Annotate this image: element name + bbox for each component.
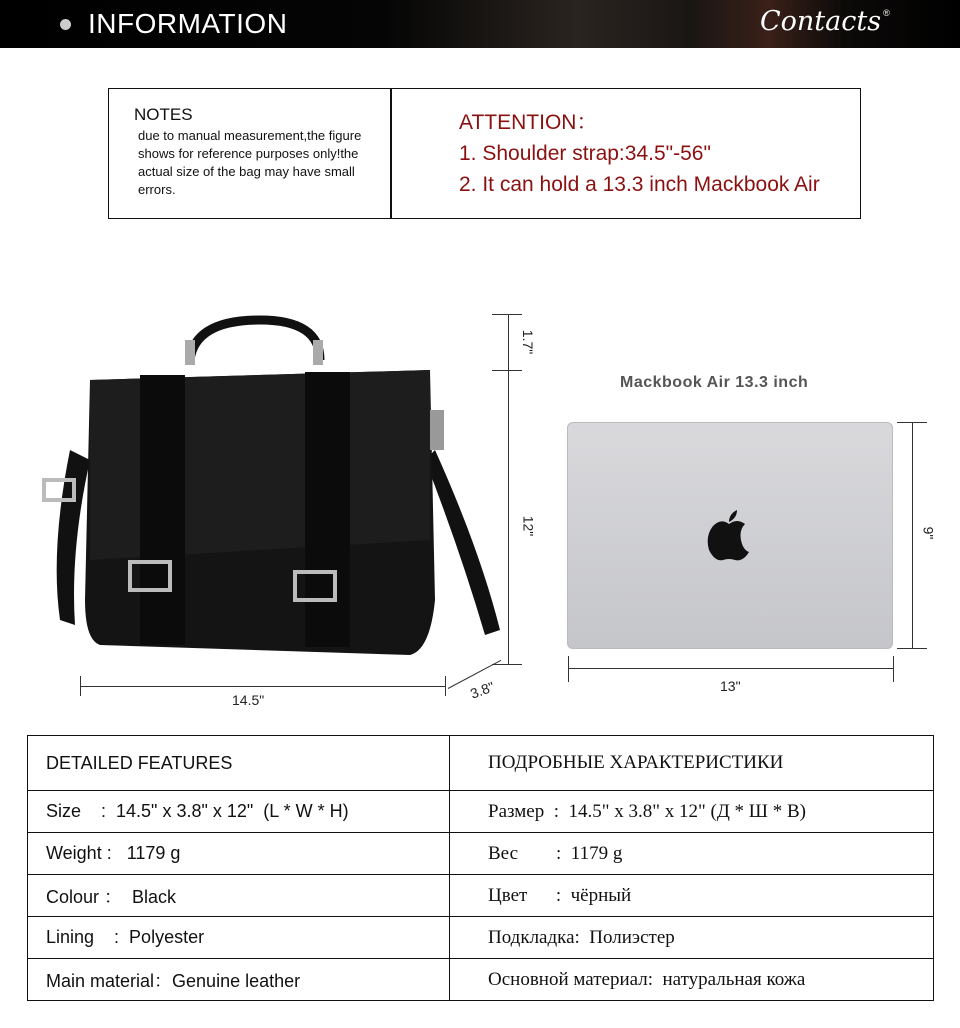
brand-logo: Contacts (760, 6, 882, 37)
header-ru: ПОДРОБНЫЕ ХАРАКТЕРИСТИКИ (450, 736, 934, 791)
length-dimension: 14.5" (232, 692, 265, 708)
cell-en: Colour ： Black (28, 875, 450, 917)
notes-box (108, 88, 861, 219)
notes-body: due to manual measurement,the figure shows for reference purposes only!the actual size of the bag may have small errors. (138, 128, 362, 197)
registered-mark: ® (883, 8, 890, 18)
table-row (28, 833, 934, 875)
cell-ru: Подкладка: Полиэстер (450, 917, 934, 959)
cell-en: Lining : Polyester (28, 917, 450, 959)
attention-line: 1. Shoulder strap:34.5"-56" (459, 142, 711, 165)
attention-line: 2. It can hold a 13.3 inch Mackbook Air (459, 173, 820, 196)
laptop-width-dimension: 13" (720, 678, 741, 694)
table-row (28, 875, 934, 917)
header-en: DETAILED FEATURES (28, 736, 450, 791)
notes-title: NOTES (134, 105, 193, 124)
laptop-height-dimension: 9" (920, 526, 937, 540)
page-title: INFORMATION (88, 8, 288, 39)
briefcase-image (30, 300, 510, 720)
attention (459, 107, 820, 200)
table-header-row (28, 736, 934, 791)
table-row (28, 917, 934, 959)
cell-en: Size : 14.5" x 3.8" x 12" (L * W * H) (28, 791, 450, 833)
handle-dimension: 1.7" (520, 329, 537, 355)
cell-en: Main material：Genuine leather (28, 959, 450, 1001)
cell-ru: Размер : 14.5" x 3.8" x 12" (Д * Ш * В) (450, 791, 934, 833)
brand-logo-group (760, 6, 890, 37)
cell-ru: Основной материал: натуральная кожа (450, 959, 934, 1001)
cell-ru: Вес : 1179 g (450, 833, 934, 875)
bullet-icon (60, 19, 71, 30)
table-row (28, 791, 934, 833)
height-dimension: 12" (520, 515, 537, 537)
apple-logo-icon (707, 510, 751, 562)
cell-ru: Цвет : чёрный (450, 875, 934, 917)
laptop-image (567, 422, 893, 649)
features-table (27, 735, 934, 1001)
attention-title: ATTENTION： (459, 111, 598, 134)
laptop-title: Mackbook Air 13.3 inch (620, 374, 809, 391)
width-dimension: 3.8" (468, 678, 497, 702)
table-row (28, 959, 934, 1001)
divider (390, 89, 392, 218)
cell-en: Weight : 1179 g (28, 833, 450, 875)
